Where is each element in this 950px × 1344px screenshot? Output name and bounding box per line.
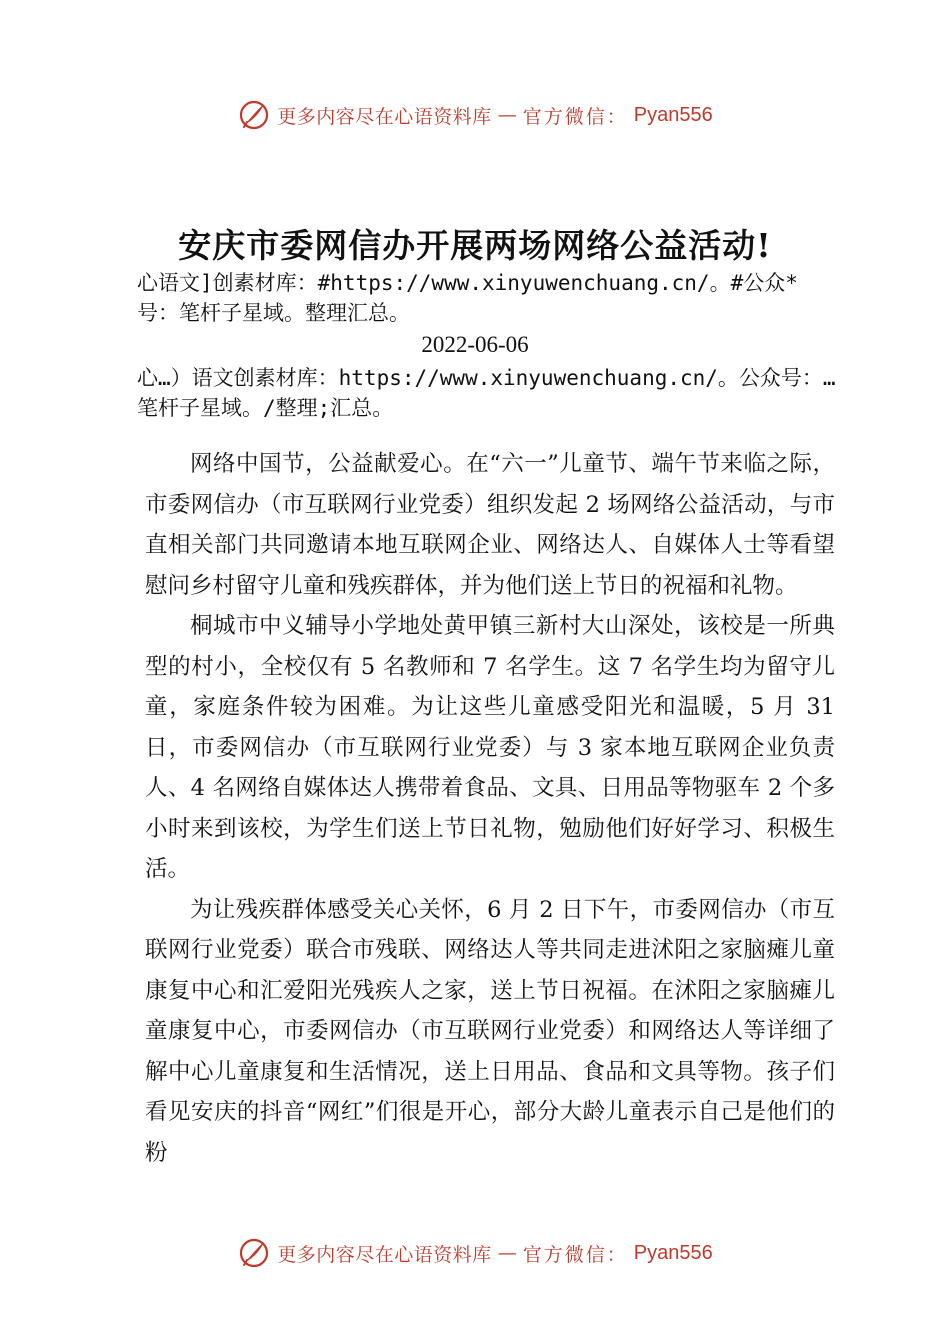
quill-seal-icon	[237, 1236, 271, 1270]
quill-seal-icon	[237, 98, 271, 132]
paragraph: 桐城市中义辅导小学地处黄甲镇三新村大山深处，该校是一所典型的村小，全校仅有 5 名教师和 7 名学生。这 7 名学生均为留守儿童，家庭条件较为困难。为让这些儿童感受阳光和温暖，5 月 31 日，市委网信办（市互联网行业党委）与 3 家本地互联网企业负责人、4 名网络自媒体达人携带着食品、文具、日用品等物驱车 2 个多小时来到该校，为学生们送上节日礼物，勉励他们好好学习、积极生活。	[145, 613, 835, 882]
banner-text: 更多内容尽在心语资料库	[277, 105, 492, 128]
source-line-1: 心语文]创素材库：#https://www.xinyuwenchuang.cn/。#公众*号：笔杆子星域。整理汇总。	[137, 271, 798, 325]
header-banner	[0, 95, 950, 135]
source-line-2: 心…）语文创素材库：https://www.xinyuwenchuang.cn/。公众号：…笔杆子星域。/整理;汇总。	[137, 366, 836, 420]
banner-separator: —	[497, 104, 517, 126]
paragraph: 为让残疾群体感受关心关怀，6 月 2 日下午，市委网信办（市互联网行业党委）联合市残联、网络达人等共同走进沭阳之家脑瘫儿童康复中心和汇爱阳光残疾人之家，送上节日祝福。在沭阳之家脑瘫儿童康复中心，市委网信办（市互联网行业党委）和网络达人等详细了解中心儿童康复和生活情况，送上日用品、食品和文具等物。孩子们看见安庆的抖音“网红”们很是开心，部分大龄儿童表示自己是他们的粉	[145, 896, 835, 1166]
article-date: 2022-06-06	[421, 332, 529, 357]
banner-text: 更多内容尽在心语资料库	[277, 1243, 492, 1266]
banner-wechat-id: Pyan556	[633, 1241, 713, 1264]
banner-wechat-label: 官方微信：	[522, 1243, 628, 1266]
paragraph: 网络中国节，公益献爱心。在“六一”儿童节、端午节来临之际，市委网信办（市互联网行业党委）组织发起 2 场网络公益活动，与市直相关部门共同邀请本地互联网企业、网络达人、自媒体人士等看望慰问乡村留守儿童和残疾群体，并为他们送上节日的祝福和礼物。	[145, 451, 835, 599]
banner-wechat-label: 官方微信：	[522, 105, 628, 128]
article-title: 安庆市委网信办开展两场网络公益活动!	[178, 226, 772, 265]
footer-banner	[0, 1233, 950, 1273]
article-body	[145, 444, 835, 1173]
banner-separator: —	[497, 1242, 517, 1264]
banner-wechat-id: Pyan556	[633, 103, 713, 126]
